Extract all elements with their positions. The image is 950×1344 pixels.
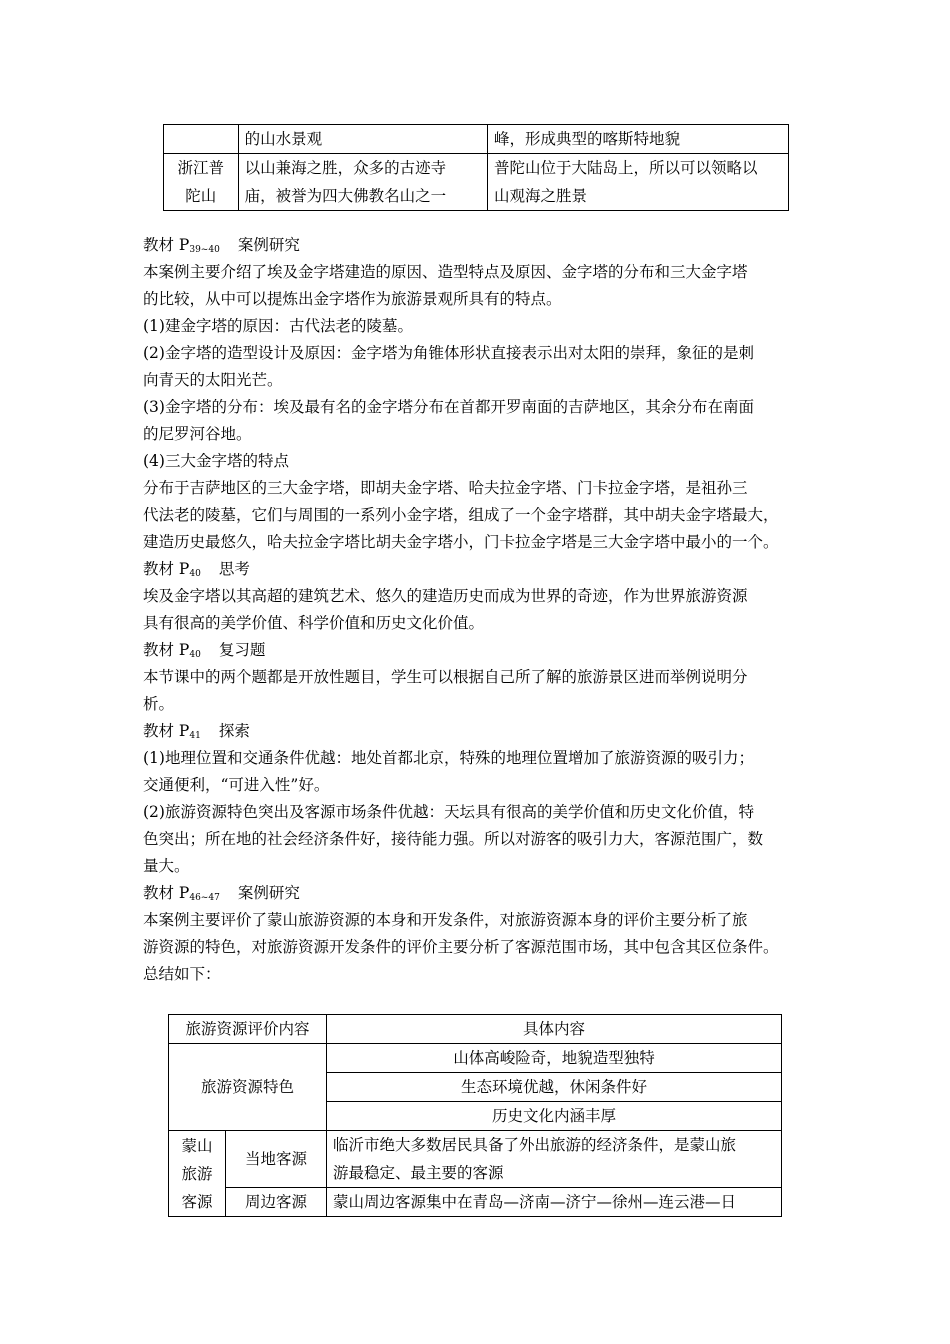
paragraph-line: (3)金字塔的分布：埃及最有名的金字塔分布在首都开罗南面的吉萨地区，其余分布在南面	[143, 398, 754, 416]
table-cell	[164, 125, 239, 154]
heading-title: 案例研究	[237, 884, 300, 902]
table-row	[169, 1015, 782, 1044]
cell-line: 庙，被誉为四大佛教名山之一	[244, 187, 447, 205]
paragraph-line: 分布于吉萨地区的三大金字塔，即胡夫金字塔、哈夫拉金字塔、门卡拉金字塔，是祖孙三	[143, 479, 748, 497]
paragraph-line: 本节课中的两个题都是开放性题目，学生可以根据自己所了解的旅游景区进而举例说明分	[143, 668, 748, 686]
paragraph-line: 代法老的陵墓，它们与周围的一系列小金字塔，组成了一个金字塔群，其中胡夫金字塔最大，	[143, 506, 779, 524]
heading-title: 探索	[218, 722, 250, 740]
table-cell: 历史文化内涵丰厚	[327, 1102, 782, 1131]
table-cell: 旅游资源特色	[169, 1044, 327, 1131]
table-row	[169, 1044, 782, 1073]
table-cell: 周边客源	[226, 1188, 327, 1217]
heading-prefix: 教材 P	[143, 722, 190, 740]
table-cell: 蒙山周边客源集中在青岛—济南—济宁—徐州—连云港—日	[327, 1188, 782, 1217]
section-heading	[143, 880, 813, 907]
cell-line: 普陀山位于大陆岛上，所以可以领略以	[494, 159, 758, 177]
cell-line: 陀山	[185, 187, 217, 205]
paragraph-line: 本案例主要评价了蒙山旅游资源的本身和开发条件，对旅游资源本身的评价主要分析了旅	[143, 911, 748, 929]
paragraph-line: (2)金字塔的造型设计及原因：金字塔为角锥体形状直接表示出对太阳的崇拜，象征的是刺	[143, 344, 754, 362]
table-row	[169, 1188, 782, 1217]
page-range: 40	[189, 569, 201, 579]
cell-line: 临沂市绝大多数居民具备了外出旅游的经济条件，是蒙山旅	[333, 1136, 737, 1154]
paragraph-line: 交通便利，“可进入性”好。	[143, 776, 330, 794]
paragraph-line: 建造历史最悠久，哈夫拉金字塔比胡夫金字塔小，门卡拉金字塔是三大金字塔中最小的一个。	[143, 533, 779, 551]
paragraph-line: 本案例主要介绍了埃及金字塔建造的原因、造型特点及原因、金字塔的分布和三大金字塔	[143, 263, 748, 281]
paragraph-line: 总结如下：	[143, 965, 221, 983]
table-cell	[169, 1131, 226, 1217]
table-row	[169, 1131, 782, 1188]
table-cell: 生态环境优越，休闲条件好	[327, 1073, 782, 1102]
paragraph-line: (4)三大金字塔的特点	[143, 452, 289, 470]
table-header-cell: 旅游资源评价内容	[169, 1015, 327, 1044]
cell-line: 游最稳定、最主要的客源	[333, 1164, 504, 1182]
paragraph-line: 的比较，从中可以提炼出金字塔作为旅游景观所具有的特点。	[143, 290, 562, 308]
paragraph-line: 析。	[143, 695, 175, 713]
heading-prefix: 教材 P	[143, 884, 190, 902]
table-row	[164, 154, 789, 211]
mengshan-evaluation-table	[168, 1014, 782, 1217]
heading-prefix: 教材 P	[143, 641, 190, 659]
heading-title: 思考	[218, 560, 250, 578]
paragraph-line: 量大。	[143, 857, 190, 875]
paragraph-line: (1)建金字塔的原因：古代法老的陵墓。	[143, 317, 413, 335]
paragraph-line: 埃及金字塔以其高超的建筑艺术、悠久的建造历史而成为世界的奇迹，作为世界旅游资源	[143, 587, 748, 605]
paragraph-line: (1)地理位置和交通条件优越：地处首都北京，特殊的地理位置增加了旅游资源的吸引力；	[143, 749, 754, 767]
paragraph-line: 的尼罗河谷地。	[143, 425, 252, 443]
cell-line: 客源	[181, 1192, 213, 1211]
cell-line: 旅游	[181, 1164, 213, 1183]
cell-line: 蒙山	[181, 1136, 213, 1155]
cell-line: 浙江普	[177, 159, 225, 177]
paragraph-line: 游资源的特色，对旅游资源开发条件的评价主要分析了客源范围市场，其中包含其区位条件。	[143, 938, 779, 956]
table-cell	[327, 1131, 782, 1188]
page-range: 40	[189, 650, 201, 660]
heading-title: 复习题	[218, 641, 266, 659]
page-range: 41	[189, 731, 201, 741]
table-cell: 峰，形成典型的喀斯特地貌	[488, 125, 789, 154]
table-cell: 山体高峻险奇，地貌造型独特	[327, 1044, 782, 1073]
section-heading	[143, 556, 813, 583]
body-text	[143, 232, 813, 988]
scenic-table-continued	[163, 124, 789, 211]
cell-line: 山观海之胜景	[494, 187, 588, 205]
paragraph-line: (2)旅游资源特色突出及客源市场条件优越：天坛具有很高的美学价值和历史文化价值，特	[143, 803, 754, 821]
paragraph-line: 向青天的太阳光芒。	[143, 371, 283, 389]
paragraph-line: 色突出；所在地的社会经济条件好，接待能力强。所以对游客的吸引力大，客源范围广，数	[143, 830, 764, 848]
heading-title: 案例研究	[237, 236, 300, 254]
heading-prefix: 教材 P	[143, 560, 190, 578]
section-heading	[143, 718, 813, 745]
table-row	[164, 125, 789, 154]
heading-prefix: 教材 P	[143, 236, 190, 254]
table-cell	[164, 154, 239, 211]
table-cell: 当地客源	[226, 1131, 327, 1188]
table-cell	[238, 154, 487, 211]
table-cell: 的山水景观	[238, 125, 487, 154]
cell-line: 以山兼海之胜，众多的古迹寺	[244, 159, 447, 177]
section-heading	[143, 232, 813, 259]
section-heading	[143, 637, 813, 664]
page-range: 46~47	[189, 893, 220, 903]
page-range: 39~40	[189, 245, 220, 255]
table-header-cell: 具体内容	[327, 1015, 782, 1044]
paragraph-line: 具有很高的美学价值、科学价值和历史文化价值。	[143, 614, 485, 632]
table-cell	[488, 154, 789, 211]
